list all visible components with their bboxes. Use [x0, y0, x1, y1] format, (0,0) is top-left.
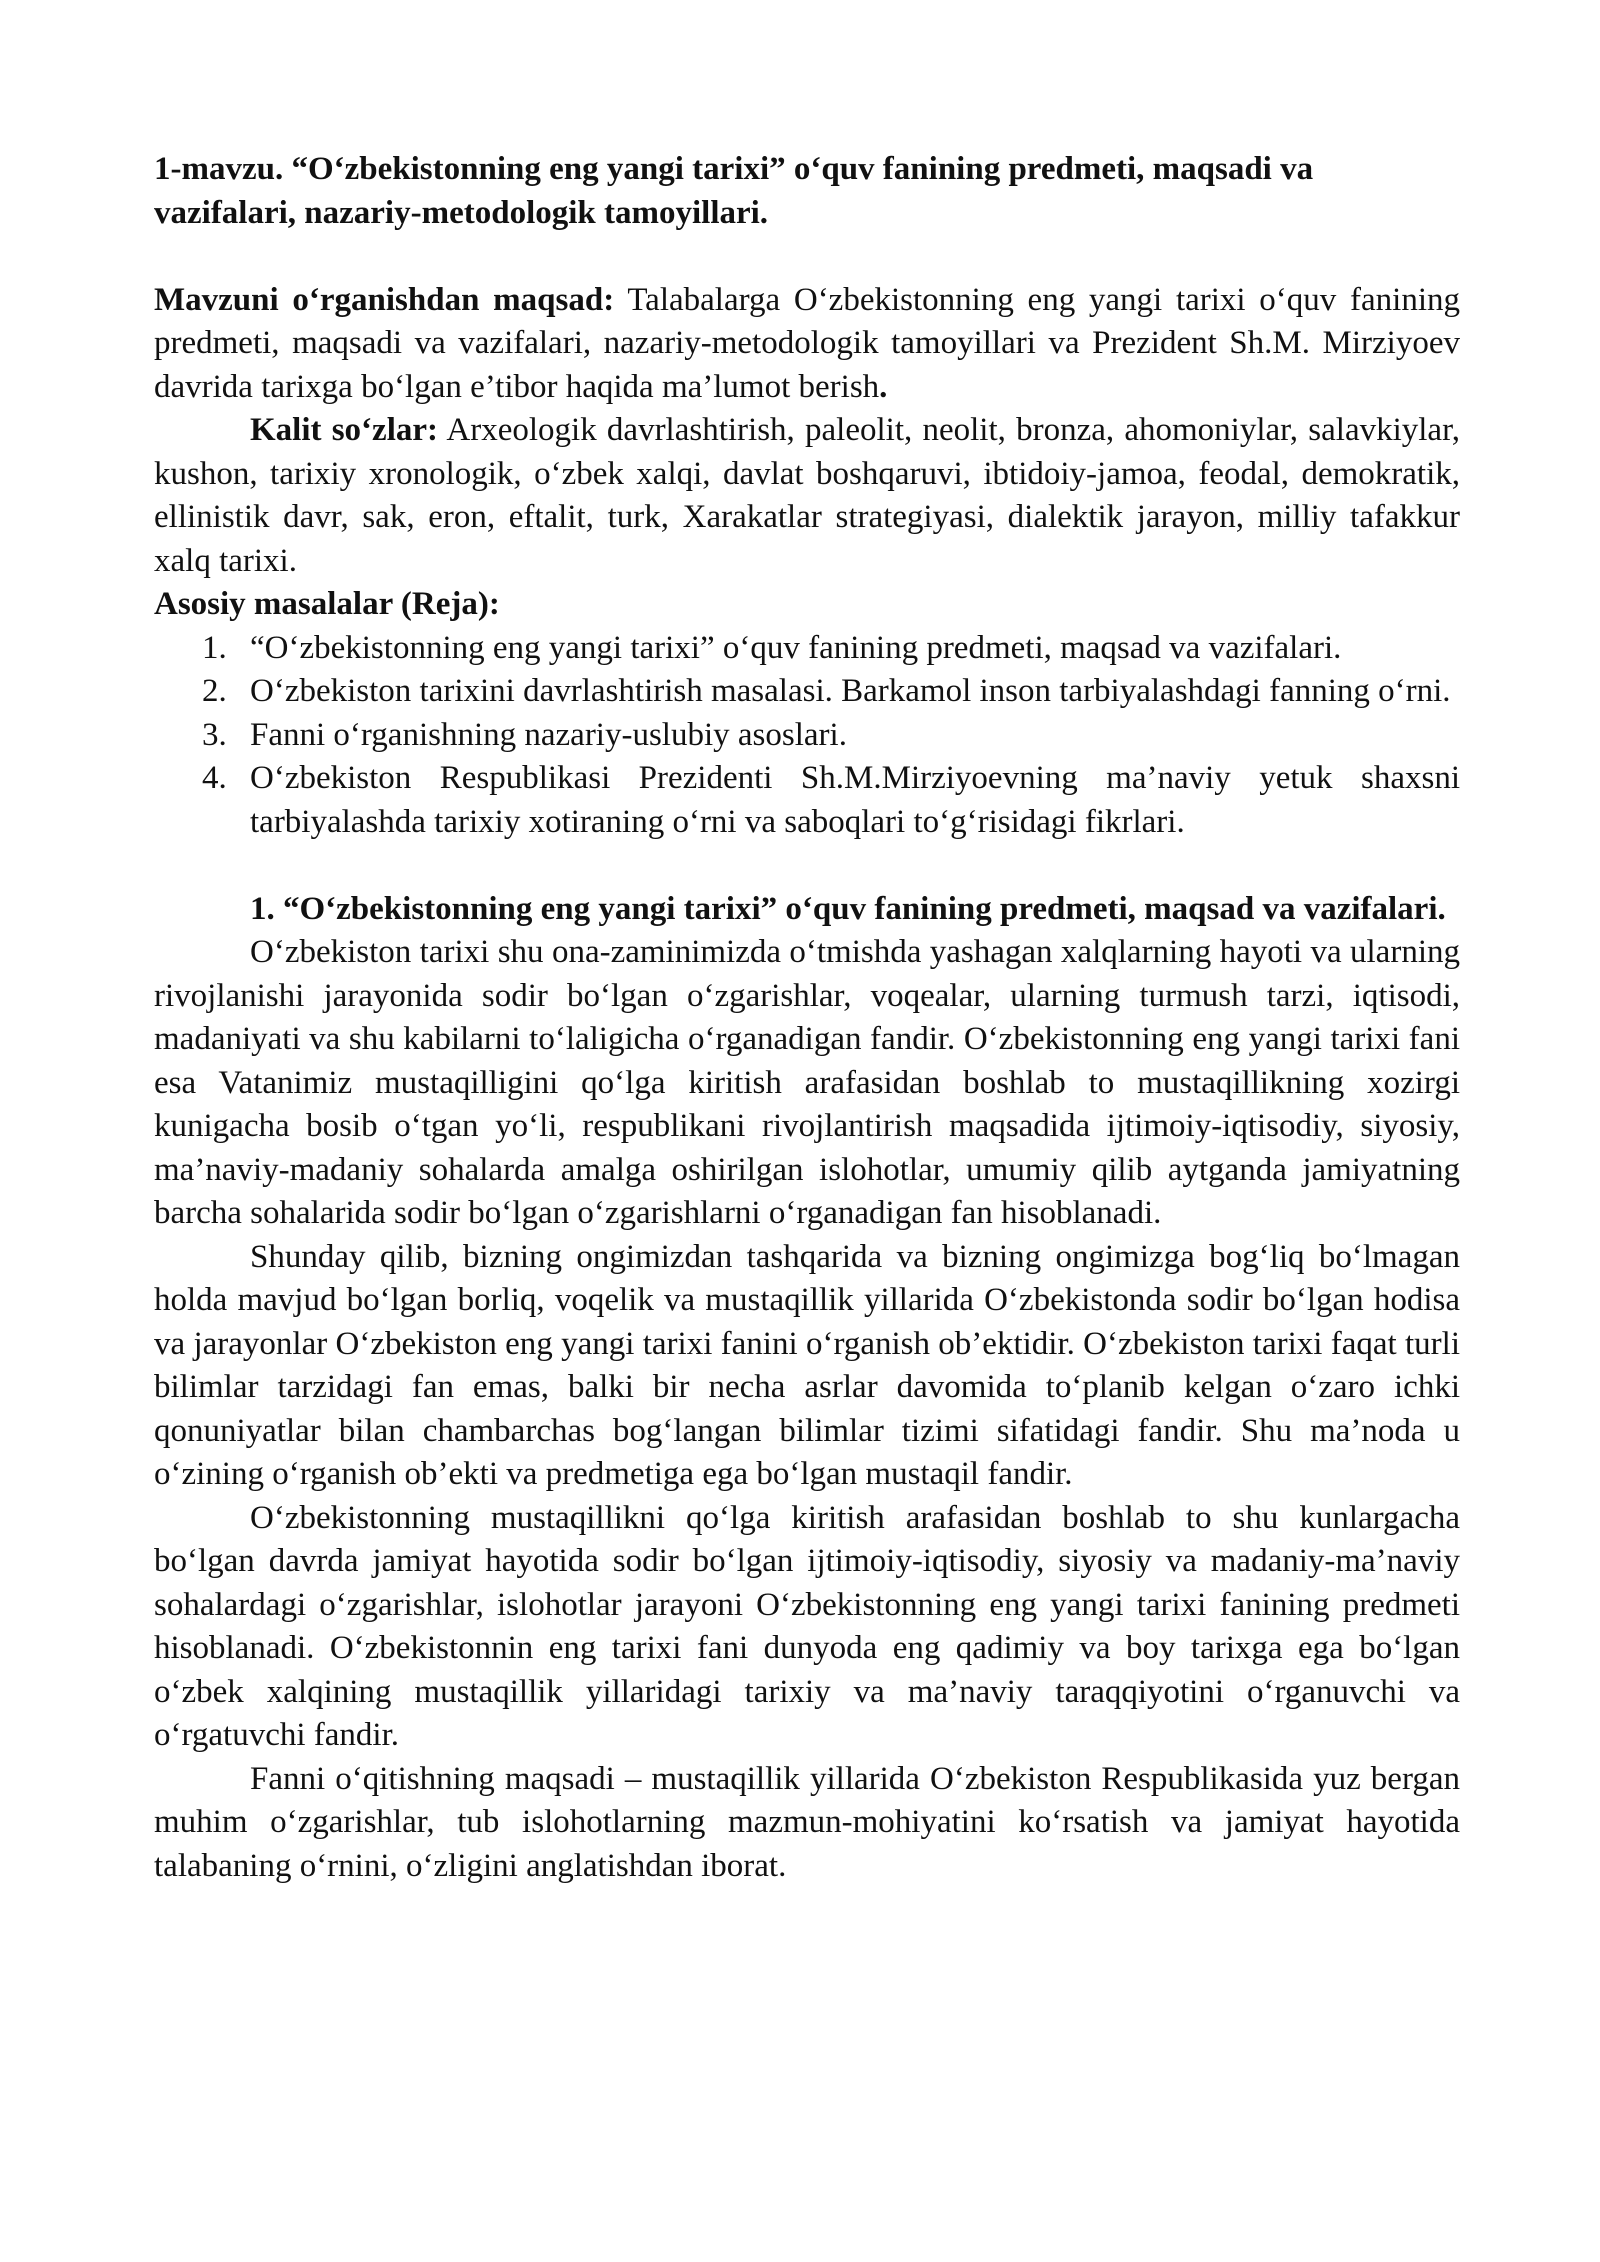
keywords-text: Arxeologik davrlashtirish, paleolit, neolit, bronza, ahomoniylar, salavkiylar, kushon, tarixiy xronologik, o‘zbek xalqi, davlat boshqaruvi, ibtidoiy-jamoa, feodal, demokratik, ellinistik davr, sak, eron, eftalit, turk, Xarakatlar strategiyasi, dialektik jarayon, milliy tafakkur xalq tarixi.: [154, 412, 1460, 579]
plan-item-3: [154, 714, 1460, 758]
plan-item-text: O‘zbekiston tarixini davrlashtirish masalasi. Barkamol inson tarbiyalashdagi fanning o‘rni.: [250, 673, 1451, 709]
plan-item-number: 2.: [202, 673, 227, 709]
plan-item-text: O‘zbekiston Respublikasi Prezidenti Sh.M.Mirziyoevning ma’naviy yetuk shaxsni tarbiyalashda tarixiy xotiraning o‘rni va saboqlari to‘g‘risidagi fikrlari.: [250, 760, 1460, 840]
section-1-paragraph-1: O‘zbekiston tarixi shu ona-zaminimizda o‘tmishda yashagan xalqlarning hayoti va ularning rivojlanishi jarayonida sodir bo‘lgan o‘zgarishlar, voqealar, ularning turmush tarzi, iqtisodi, madaniyati va shu kabilarni to‘laligicha o‘rganadigan fandir. O‘zbekistonning eng yangi tarixi fani esa Vatanimiz mustaqilligini qo‘lga kiritish arafasidan boshlab to mustaqillikning xozirgi kunigacha bosib o‘tgan yo‘li, respublikani rivojlantirish maqsadida ijtimoiy-iqtisodiy, siyosiy, ma’naviy-madaniy sohalarda amalga oshirilgan islohotlar, umumiy qilib aytganda jamiyatning barcha sohalarida sodir bo‘lgan o‘zgarishlarni o‘rganadigan fan hisoblanadi.: [154, 934, 1460, 1231]
spacer: [154, 844, 1460, 888]
plan-item-text: “O‘zbekistonning eng yangi tarixi” o‘quv fanining predmeti, maqsad va vazifalari.: [250, 629, 1342, 666]
keywords-label: Kalit so‘zlar:: [250, 412, 438, 448]
goal-text: Talabalarga O‘zbekistonning eng yangi tarixi o‘quv fanining predmeti, maqsadi va vazifalari, nazariy-metodologik tamoyillari va Prezident Sh.M. Mirziyoev davrida tarixga bo‘lgan e’tibor haqida ma’lumot berish: [154, 281, 1460, 405]
goal-end: .: [879, 368, 888, 405]
plan-item-1: [154, 627, 1460, 671]
section-1-paragraph-3: O‘zbekistonning mustaqillikni qo‘lga kiritish arafasidan boshlab to shu kunlargacha bo‘lgan davrda jamiyat hayotida sodir bo‘lgan ijtimoiy-iqtisodiy, siyosiy va madaniy-ma’naviy sohalardagi o‘zgarishlar, islohotlar jarayoni O‘zbekistonning eng yangi tarixi fanining predmeti hisoblanadi. O‘zbekistonnin eng tarixi fani dunyoda eng qadimiy va boy tarixga ega bo‘lgan o‘zbek xalqining mustaqillik yillaridagi tarixiy va ma’naviy taraqqiyotini o‘rganuvchi va o‘rgatuvchi fandir.: [154, 1499, 1460, 1753]
plan-item-number: 4.: [202, 760, 227, 796]
keywords-paragraph: [154, 409, 1460, 583]
section-1-heading: 1. “O‘zbekistonning eng yangi tarixi” o‘quv fanining predmeti, maqsad va vazifalari.: [250, 890, 1446, 927]
plan-item-2: [154, 670, 1460, 714]
goal-label: Mavzuni o‘rganishdan maqsad:: [154, 281, 615, 318]
plan-list: [154, 627, 1460, 845]
spacer: [154, 235, 1460, 279]
section-1-paragraph-4: Fanni o‘qitishning maqsadi – mustaqillik yillarida O‘zbekiston Respublikasida yuz bergan muhim o‘zgarishlar, tub islohotlarning mazmun-mohiyatini ko‘rsatish va jamiyat hayotida talabaning o‘rnini, o‘zligini anglatishdan iborat.: [154, 1760, 1460, 1884]
plan-heading: Asosiy masalalar (Reja):: [154, 586, 500, 622]
plan-item-number: 3.: [202, 716, 227, 753]
page-title: 1-mavzu. “O‘zbekistonning eng yangi tarixi” o‘quv fanining predmeti, maqsadi va vazifalari, nazariy-metodologik tamoyillari.: [154, 151, 1314, 231]
plan-item-text: Fanni o‘rganishning nazariy-uslubiy asoslari.: [250, 716, 847, 753]
plan-item-number: 1.: [202, 629, 227, 666]
section-1-paragraph-2: Shunday qilib, bizning ongimizdan tashqarida va bizning ongimizga bog‘liq bo‘lmagan holda mavjud bo‘lgan borliq, voqelik va mustaqillik yillarida O‘zbekistonda sodir bo‘lgan hodisa va jarayonlar O‘zbekiston eng yangi tarixi fanini o‘rganish ob’ektidir. O‘zbekiston tarixi faqat turli bilimlar tarzidagi fan emas, balki bir necha asrlar davomida to‘planib kelgan o‘zaro ichki qonuniyatlar bilan chambarchas bog‘langan bilimlar tizimi sifatidagi fandir. Shu ma’noda u o‘zining o‘rganish ob’ekti va predmetiga ega bo‘lgan mustaqil fandir.: [154, 1238, 1460, 1492]
goal-paragraph: [154, 279, 1460, 410]
plan-item-4: [154, 757, 1460, 844]
